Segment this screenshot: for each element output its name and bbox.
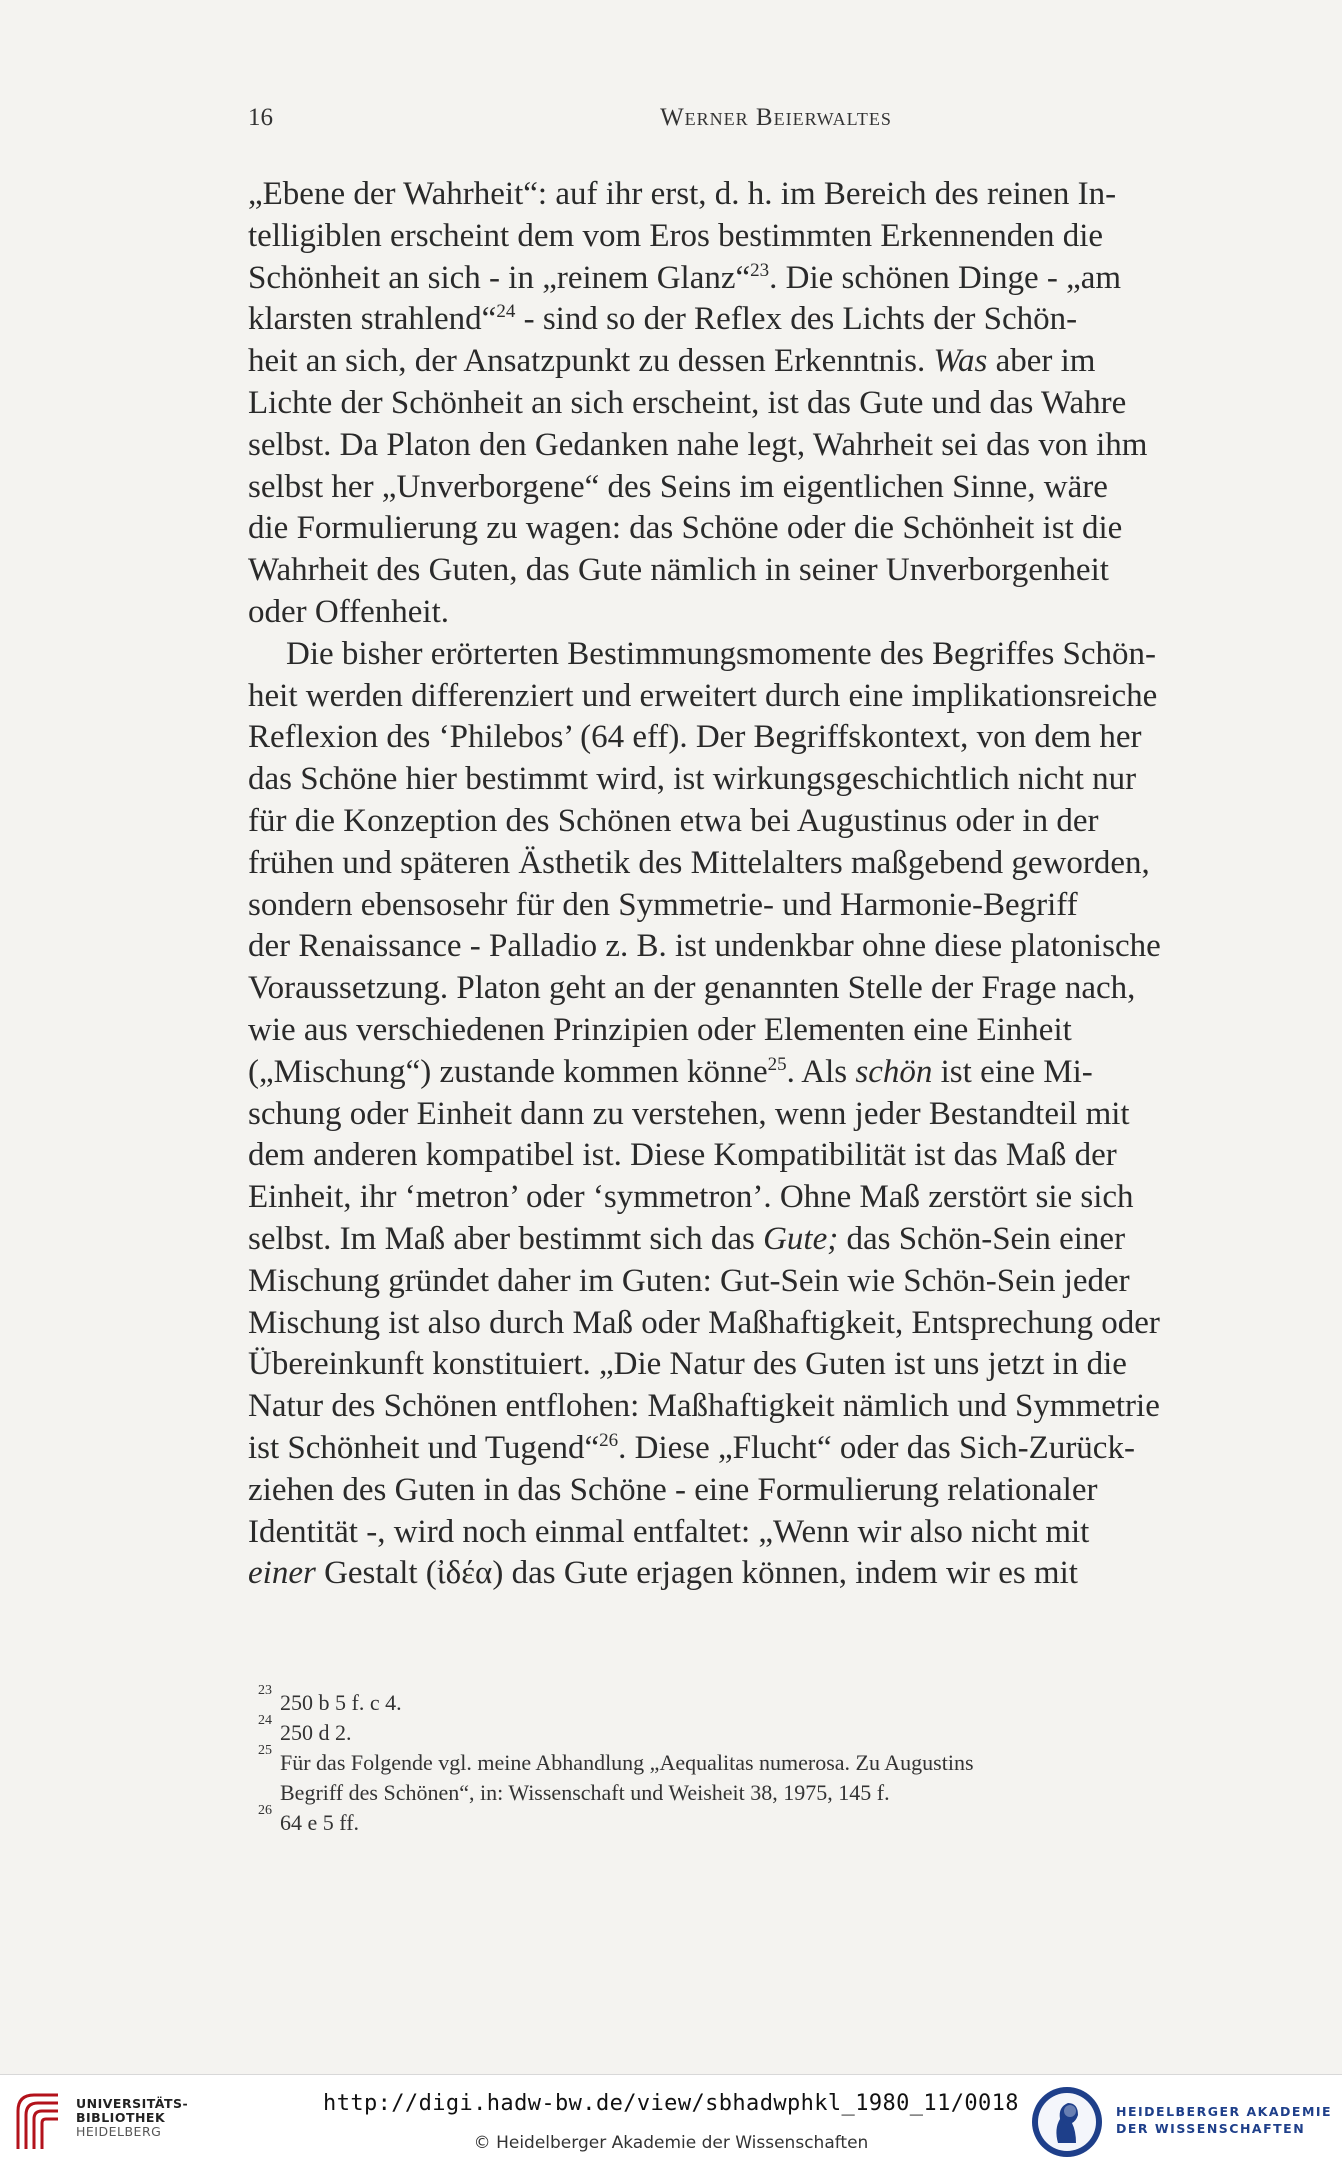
academy-seal-icon[interactable] <box>1030 2085 1104 2159</box>
text-line: Wahrheit des Guten, das Gute nämlich in seiner Unverborgenheit <box>248 552 1109 589</box>
text-line: wie aus verschiedenen Prinzipien oder Elementen eine Einheit <box>248 1011 1072 1048</box>
footnote-ref: 25 <box>767 1053 787 1075</box>
text-line: ist Schönheit und Tugend“$^{26}$. Diese „Flucht“ oder das Sich-Zurück- <box>248 1429 1135 1466</box>
footnote: 23 250 b 5 f. c 4. <box>258 1683 402 1715</box>
footnote: 24 250 d 2. <box>258 1713 352 1745</box>
viewer-footer <box>0 2074 1342 2166</box>
text-line: einer Gestalt (ἰδέα) das Gute erjagen können, indem wir es mit <box>248 1555 1078 1592</box>
text-line: selbst her „Unverborgene“ des Seins im eigentlichen Sinne, wäre <box>248 468 1108 505</box>
text-line: für die Konzeption des Schönen etwa bei Augustinus oder in der <box>248 802 1099 839</box>
text-line: Die bisher erörterten Bestimmungsmomente des Begriffes Schön- <box>286 635 1157 672</box>
text-line: Identität -, wird noch einmal entfaltet: „Wenn wir also nicht mit <box>248 1513 1090 1550</box>
text-line: oder Offenheit. <box>248 593 449 630</box>
body-text <box>248 174 1246 1595</box>
footnote: 25 Für das Folgende vgl. meine Abhandlung „Aequalitas numerosa. Zu Augustins Begriff des Schönen“, in: Wissenschaft und Weisheit 38, 1975, 145 f. <box>258 1743 974 1805</box>
page-header <box>248 104 1244 144</box>
footnote-ref: 26 <box>599 1429 619 1451</box>
footnote-number: 26 <box>258 1803 272 1818</box>
running-head: Werner Beierwaltes <box>660 104 892 131</box>
text-line: „Ebene der Wahrheit“: auf ihr erst, d. h. im Bereich des reinen In- <box>248 176 1117 212</box>
permalink-url[interactable]: http://digi.hadw-bw.de/view/sbhadwphkl_1980_11/0018 <box>323 2091 1019 2116</box>
text-line: dem anderen kompatibel ist. Diese Kompatibilität ist das Maß der <box>248 1137 1117 1174</box>
text-line: selbst. Im Maß aber bestimmt sich das Gute; das Schön-Sein einer <box>248 1220 1126 1257</box>
footnote-ref: 24 <box>496 301 516 323</box>
footnote-number: 23 <box>258 1683 272 1698</box>
copyright-notice: © Heidelberger Akademie der Wissenschaften <box>473 2133 869 2153</box>
text-line: ziehen des Guten in das Schöne - eine Formulierung relationaler <box>248 1471 1098 1508</box>
text-line: selbst. Da Platon den Gedanken nahe legt, Wahrheit sei das von ihm <box>248 426 1148 463</box>
academy-name: HEIDELBERGER AKADEMIE DER WISSENSCHAFTEN <box>1116 2104 1333 2136</box>
text-line: telligiblen erscheint dem vom Eros bestimmten Erkennenden die <box>248 217 1104 254</box>
university-library-name: UNIVERSITÄTS- BIBLIOTHEK HEIDELBERG <box>76 2096 189 2139</box>
text-line: („Mischung“) zustande kommen könne$^{25}$. Als schön ist eine Mi- <box>248 1053 1093 1090</box>
text-line: das Schöne hier bestimmt wird, ist wirkungsgeschichtlich nicht nur <box>248 761 1137 798</box>
text-line: die Formulierung zu wagen: das Schöne oder die Schönheit ist die <box>248 510 1123 547</box>
text-line: Übereinkunft konstituiert. „Die Natur des Guten ist uns jetzt in die <box>248 1346 1127 1383</box>
text-line: Reflexion des ‘Philebos’ (64 eff). Der Begriffskontext, von dem her <box>248 719 1142 756</box>
text-line: Schönheit an sich - in „reinem Glanz“$^{23}$. Die schönen Dinge - „am <box>248 259 1122 296</box>
text-line: Mischung ist also durch Maß oder Maßhaftigkeit, Entsprechung oder <box>248 1304 1160 1341</box>
text-line: heit werden differenziert und erweitert durch eine implikationsreiche <box>248 677 1158 714</box>
text-line: Einheit, ihr ‘metron’ oder ‘symmetron’. Ohne Maß zerstört sie sich <box>248 1179 1134 1216</box>
text-line: Natur des Schönen entflohen: Maßhaftigkeit nämlich und Symmetrie <box>248 1388 1160 1425</box>
text-line: der Renaissance - Palladio z. B. ist undenkbar ohne diese platonische <box>248 928 1161 965</box>
text-line: klarsten strahlend“$^{24}$ - sind so der Reflex des Lichts der Schön- <box>248 301 1078 338</box>
footnote-ref: 23 <box>750 259 770 281</box>
footnotes <box>258 1683 1244 1838</box>
page-number: 16 <box>248 104 273 131</box>
text-line: Lichte der Schönheit an sich erscheint, ist das Gute und das Wahre <box>248 384 1127 421</box>
text-line: Mischung gründet daher im Guten: Gut-Sein wie Schön-Sein jeder <box>248 1262 1130 1299</box>
footnote-number: 25 <box>258 1743 272 1758</box>
text-line: Voraussetzung. Platon geht an der genannten Stelle der Frage nach, <box>248 970 1136 1007</box>
text-line: frühen und späteren Ästhetik des Mittelalters maßgebend geworden, <box>248 844 1150 881</box>
text-line: sondern ebensosehr für den Symmetrie- und Harmonie-Begriff <box>248 886 1078 923</box>
text-line: schung oder Einheit dann zu verstehen, wenn jeder Bestandteil mit <box>248 1095 1130 1132</box>
footnote: 26 64 e 5 ff. <box>258 1803 360 1835</box>
footnote-number: 24 <box>258 1713 272 1728</box>
text-line: heit an sich, der Ansatzpunkt zu dessen Erkenntnis. Was aber im <box>248 343 1096 380</box>
